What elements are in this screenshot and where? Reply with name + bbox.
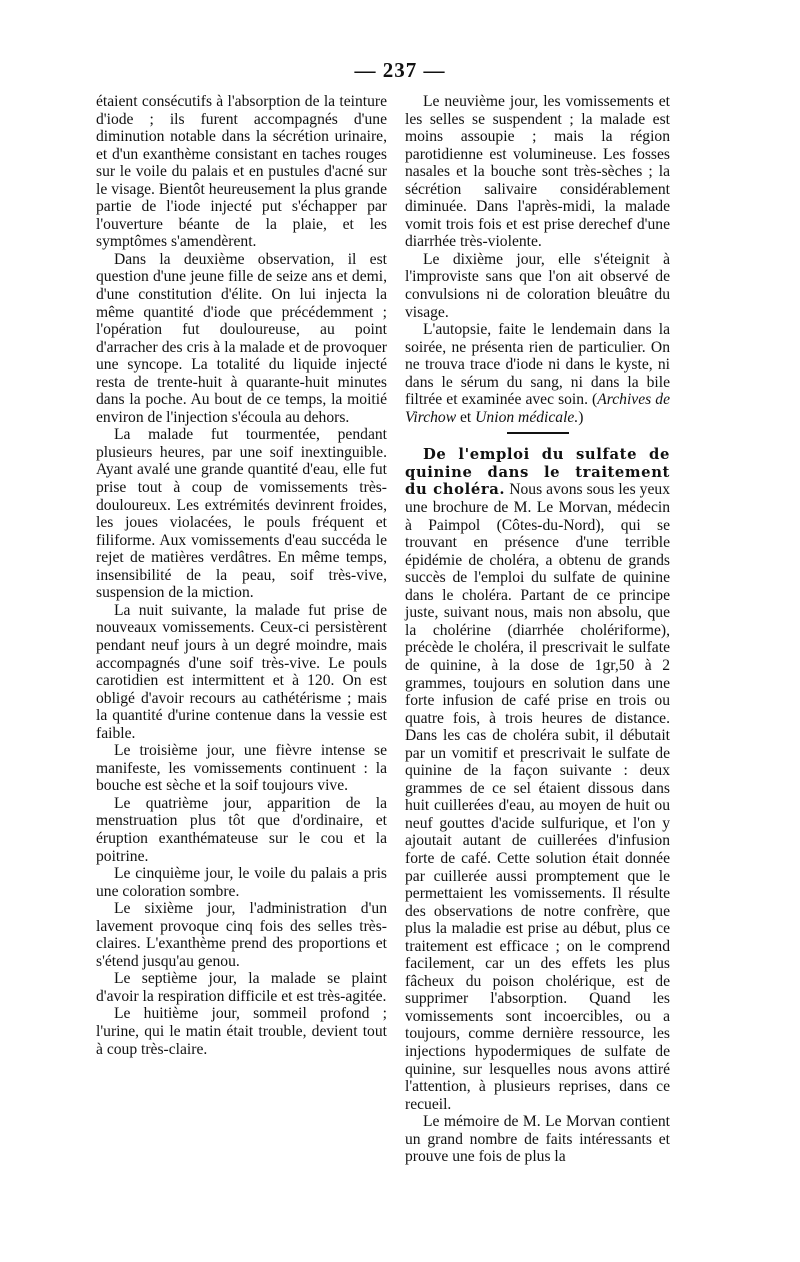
paragraph: Dans la deuxième observation, il est question d'une jeune fille de seize ans et demi, d'une constitution d'élite. On lui injecta la même quantité d'iode que précédemment ; l'opération fut douloureuse, au point d'arracher des cris à la malade et de provoquer une syncope. La totalité du liquide injecté resta de trente-huit à quarante-huit minutes dans la poche. Au bout de ce temps, la moitié environ de l'injection s'écoula au dehors.: [96, 250, 387, 426]
citation-title: Archives de Virchow: [405, 391, 671, 426]
paragraph: La nuit suivante, la malade fut prise de nouveaux vomissements. Ceux-ci persistèrent pendant neuf jours à un degré moindre, mais accompagnés d'une soif très-vive. Le pouls carotidien est intermittent et à 120. On est obligé d'avoir recours au cathétérisme ; mais la quantité d'urine contenue dans la vessie est faible.: [96, 601, 387, 742]
paragraph: Le huitième jour, sommeil profond ; l'urine, qui le matin était trouble, devient tout à coup très-claire.: [96, 1005, 387, 1058]
right-column: [405, 93, 670, 1166]
paragraph: Le sixième jour, l'administration d'un lavement provoque cinq fois des selles très-claires. L'exanthème prend des proportions et s'étend jusqu'au genou.: [96, 900, 387, 970]
paragraph-text: et: [456, 408, 476, 426]
paragraph: Le septième jour, la malade se plaint d'avoir la respiration difficile et est très-agitée.: [96, 970, 387, 1005]
paragraph: Le mémoire de M. Le Morvan contient un grand nombre de faits intéressants et prouve une fois de plus la: [405, 1113, 670, 1166]
paragraph: Le quatrième jour, apparition de la menstruation plus tôt que d'ordinaire, et éruption exanthémateuse sur le cou et la poitrine.: [96, 794, 387, 865]
left-column: [96, 93, 387, 1058]
paragraph: étaient consécutifs à l'absorption de la teinture d'iode ; ils furent accompagnés d'une diminution notable dans la sécrétion urinaire, et d'un exanthème consistant en taches rouges sur le voile du palais et en pustules d'acné sur le visage. Bientôt heureusement la plus grande partie de l'iode injecté put s'échapper par l'ouverture béante de la plaie, et les symptômes s'amendèrent.: [96, 93, 387, 251]
paragraph: Le neuvième jour, les vomissements et les selles se suspendent ; la malade est moins assoupie ; mais la région parotidienne est volumineuse. Les fosses nasales et la bouche sont très-sèches ; la sécrétion salivaire considérablement diminuée. Dans l'après-midi, la malade vomit trois fois et est prise derechef d'une diarrhée très-violente.: [405, 93, 670, 251]
paragraph-text: ): [578, 408, 584, 426]
paragraph-text: L'autopsie, faite le lendemain dans la soirée, ne présenta rien de particulier. On ne trouva trace d'iode ni dans le kyste, ni dans le sérum du sang, ni dans la bile filtrée et examinée avec soin. (: [405, 321, 670, 409]
paragraph: Le dixième jour, elle s'éteignit à l'improviste sans que l'on ait observé de convulsions ni de coloration bleuâtre du visage.: [405, 250, 670, 321]
paragraph: Le cinquième jour, le voile du palais a pris une coloration sombre.: [96, 865, 387, 900]
citation-title: Union médicale.: [475, 408, 579, 426]
section-divider: [507, 432, 569, 434]
section-heading: De l'emploi du sulfate de quinine dans le traitement du choléra.: [405, 446, 670, 499]
paragraph: La malade fut tourmentée, pendant plusieurs heures, par une soif inextinguible. Ayant avalé une grande quantité d'eau, elle fut prise tout à coup de vomissements très-douloureux. Les extrémités devinrent froides, les joues violacées, le pouls fréquent et filiforme. Aux vomissements d'eau succéda le rejet de matières verdâtres. En même temps, insensibilité de la peau, soif très-vive, suspension de la miction.: [96, 426, 387, 602]
paragraph: Le troisième jour, une fièvre intense se manifeste, les vomissements continuent : la bouche est sèche et la soif toujours vive.: [96, 742, 387, 795]
section-paragraph: [405, 446, 670, 1113]
page-number: — 237 —: [354, 58, 446, 82]
paragraph-text: Nous avons sous les yeux une brochure de M. Le Morvan, médecin à Paimpol (Côtes-du-Nord), qui se trouvant en présence d'une terrible épidémie de choléra, a obtenu de grands succès de l'emploi du sulfate de quinine dans le choléra. Partant de ce principe juste, suivant nous, mais non absolu, que la cholérine (diarrhée cholériforme), précède le choléra, il prescrivait le sulfate de quinine, à la dose de 1gr,50 à 2 grammes, toujours en solution dans une forte infusion de café prise en trois ou quatre fois, à trois heures de distance. Dans les cas de choléra subit, il débutait par un vomitif et prescrivait le sulfate de quinine de la façon suivante : deux grammes de ce sel étaient dissous dans huit cuillerées d'eau, au moyen de huit ou neuf gouttes d'acide sulfurique, et l'on y ajoutait autant de cuillerées d'infusion forte de café. Cette solution était donnée par cuillerée aussi promptement que le permettaient les vomissements. Il résulte des observations de notre confrère, que plus la maladie est prise au début, plus ce traitement est efficace ; on le comprend facilement, car un des effets les plus fâcheux du poison cholérique, est de supprimer l'absorption. Quand les vomissements sont incoercibles, ou a toujours, comme dernière ressource, les injections hypodermiques de sulfate de quinine, sur lesquelles nous avons attiré l'attention, à plusieurs reprises, dans ce recueil.: [405, 481, 670, 1113]
paragraph: [405, 321, 670, 426]
